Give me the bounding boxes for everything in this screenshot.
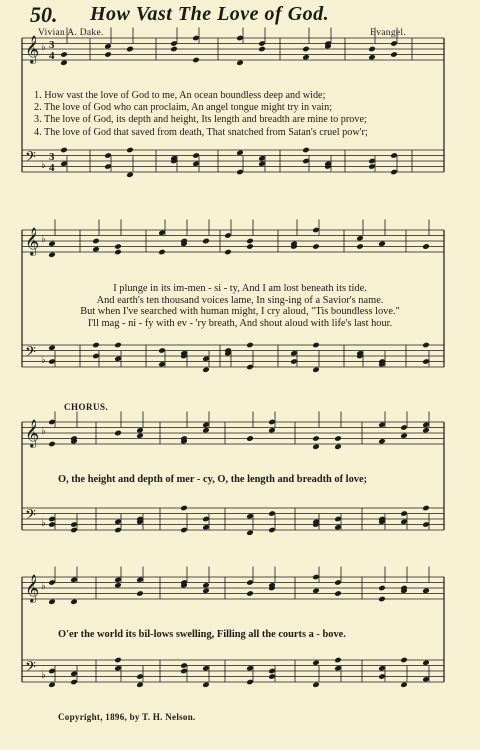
system-4-note-head: [400, 657, 408, 664]
system-4-note-head: [422, 659, 430, 666]
verse-4-line: 4. The love of God that saved from death, That snatched from Satan's cruel pow'r;: [34, 126, 368, 138]
system-4-note-head: [136, 590, 144, 597]
system-1-note-head: [368, 54, 376, 61]
system-1-note-head: [390, 51, 398, 58]
system-4-note-head: [312, 681, 320, 688]
system-3-note-head: [202, 427, 210, 434]
system-2-note-head: [114, 243, 122, 250]
system-2-flat-icon: ♭: [41, 355, 46, 366]
system-3-flat-icon: ♭: [41, 518, 46, 529]
system-1-note-head: [258, 46, 266, 53]
system-3-note-head: [246, 529, 254, 536]
system-1-treble-clef-icon: 𝄞: [25, 35, 40, 63]
system-4-note-head: [378, 596, 386, 603]
system-3-bass-clef-icon: 𝄢: [25, 507, 36, 527]
system-3-treble-clef-icon: 𝄞: [25, 419, 40, 447]
system-4-treble-clef-icon: 𝄞: [25, 574, 40, 602]
system-2-note-head: [422, 243, 430, 250]
system-2-note-head: [202, 366, 210, 373]
system-4-note-head: [312, 587, 320, 594]
system-2-note-head: [48, 240, 56, 247]
system-4-flat-icon: ♭: [41, 581, 46, 592]
system-1-note-head: [60, 59, 68, 66]
system-1-note-head: [60, 51, 68, 58]
system-4-note-head: [334, 590, 342, 597]
hymn-number: 50.: [30, 2, 58, 27]
system-2-bass-clef-icon: 𝄢: [25, 344, 36, 364]
verse-lyrics-line-1: [34, 90, 454, 139]
system-4-note-head: [48, 681, 56, 688]
system-4-note-head: [312, 659, 320, 666]
system-1-note-head: [302, 46, 310, 53]
system-1-note-head: [170, 46, 178, 53]
chorus-lyric-2: O'er the world its bil-lows swelling, Filling all the courts a - bove.: [58, 629, 346, 640]
system-1-flat-icon: ♭: [41, 160, 46, 171]
system-4-note-head: [422, 587, 430, 594]
system-1-time-signature: 3: [49, 39, 55, 51]
system-3-note-head: [400, 432, 408, 439]
system-4-note-head: [70, 598, 78, 605]
system-2-note-head: [312, 366, 320, 373]
system-2-note-head: [246, 243, 254, 250]
system-1-note-head: [126, 147, 134, 154]
system-2-note-head: [246, 238, 254, 245]
system-1-note-head: [126, 171, 134, 178]
system-4-note-head: [246, 590, 254, 597]
system-1-note-head: [368, 46, 376, 53]
hymn-title: How Vast The Love of God.: [90, 3, 330, 25]
system-2-note-head: [356, 235, 364, 242]
verse-2-line-2: And earth's ten thousand voices lame, In sing-ing of a Savior's name.: [96, 294, 384, 306]
system-3-note-head: [334, 443, 342, 450]
system-3-note-head: [334, 435, 342, 442]
system-1-note-head: [236, 149, 244, 156]
system-4-note-head: [114, 582, 122, 589]
system-3-note-head: [114, 430, 122, 437]
system-2-treble-clef-icon: 𝄞: [25, 227, 40, 255]
system-3-note-head: [422, 505, 430, 512]
system-2-note-head: [92, 238, 100, 245]
system-2-note-head: [378, 240, 386, 247]
system-2-note-head: [114, 342, 122, 349]
system-3-note-head: [180, 505, 188, 512]
system-2-flat-icon: ♭: [41, 234, 46, 245]
verse-2-line: 2. The love of God who can proclaim, An angel tongue might try in vain;: [34, 102, 333, 114]
system-1-time-signature: 3: [49, 151, 55, 163]
system-2-note-head: [246, 342, 254, 349]
system-1-bass-clef-icon: 𝄢: [25, 149, 36, 169]
author-credit: Vivian A. Dake.: [38, 28, 104, 38]
system-2-note-head: [202, 238, 210, 245]
system-3-note-head: [268, 427, 276, 434]
system-2-note-head: [312, 243, 320, 250]
system-4-bass-clef-icon: 𝄢: [25, 659, 36, 679]
chorus-lyric-1: O, the height and depth of mer - cy, O, the length and breadth of love;: [58, 474, 368, 485]
system-3-note-head: [312, 435, 320, 442]
system-1-flat-icon: ♭: [41, 42, 46, 53]
system-4-flat-icon: ♭: [41, 670, 46, 681]
system-3-note-head: [246, 435, 254, 442]
system-2-note-head: [92, 342, 100, 349]
system-4-note-head: [334, 657, 342, 664]
copyright-notice: Copyright, 1896, by T. H. Nelson.: [58, 712, 196, 722]
system-2-note-head: [92, 246, 100, 253]
verse-3-line: 3. The love of God, its depth and height, Its length and breadth are mine to prove;: [34, 114, 367, 126]
verse-lyrics-line-2: [30, 283, 450, 329]
verse-1-line: 1. How vast the love of God to me, An ocean boundless deep and wide;: [34, 90, 326, 101]
verse-1-line-2: I plunge in its im-men - si - ty, And I am lost beneath its tide.: [113, 283, 367, 294]
system-1-time-signature: 4: [49, 50, 55, 62]
system-1-note-head: [126, 46, 134, 53]
system-1-note-head: [104, 43, 112, 50]
system-4-note-head: [136, 681, 144, 688]
system-3-note-head: [48, 441, 56, 448]
system-1-note-head: [302, 54, 310, 61]
system-4-note-head: [202, 587, 210, 594]
system-2-note-head: [48, 251, 56, 258]
system-2-note-head: [158, 249, 166, 256]
system-3-note-head: [378, 438, 386, 445]
system-3-note-head: [136, 427, 144, 434]
system-4-note-head: [400, 681, 408, 688]
verse-4-line-2: I'll mag - ni - fy with ev - 'ry breath, And shout aloud with life's last hour.: [87, 317, 393, 329]
system-4-note-head: [202, 582, 210, 589]
system-1-time-signature: 4: [49, 162, 55, 174]
system-2-note-head: [356, 243, 364, 250]
system-4-note-head: [378, 585, 386, 592]
chorus-label: CHORUS.: [64, 402, 109, 412]
system-1-note-head: [104, 51, 112, 58]
system-1-note-head: [60, 147, 68, 154]
system-1-note-head: [302, 147, 310, 154]
system-2-note-head: [114, 249, 122, 256]
system-1-note-head: [192, 57, 200, 64]
system-2-note-head: [48, 344, 56, 351]
system-4-note-head: [114, 657, 122, 664]
system-3-note-head: [422, 427, 430, 434]
system-4-note-head: [48, 598, 56, 605]
system-2-note-head: [312, 342, 320, 349]
system-3-note-head: [136, 432, 144, 439]
system-1-note-head: [236, 59, 244, 66]
system-3-flat-icon: ♭: [41, 426, 46, 437]
system-4-note-head: [202, 681, 210, 688]
verse-3-line-2: But when I've searched with human might, I cry aloud, "Tis boundless love.": [80, 306, 400, 318]
tune-name: Evangel.: [370, 28, 406, 38]
system-2-note-head: [224, 249, 232, 256]
system-3-note-head: [312, 443, 320, 450]
system-2-note-head: [422, 342, 430, 349]
